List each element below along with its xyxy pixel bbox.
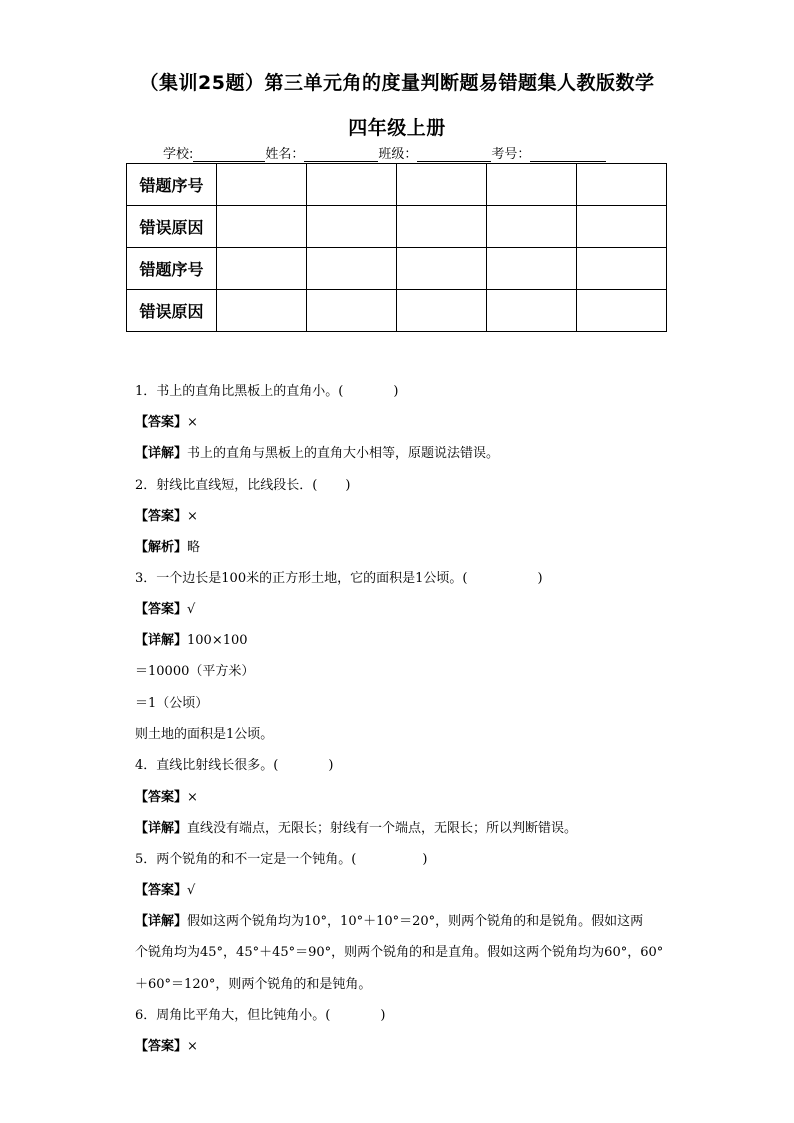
class-blank <box>417 147 491 162</box>
explanation-3-line3: ＝1（公顷） <box>135 696 209 711</box>
document-title-line2: 四年级上册 <box>348 117 446 139</box>
exam-no-label: 考号： <box>491 147 531 162</box>
question-1: 1．书上的直角比黑板上的直角小。( ) <box>135 384 399 399</box>
table-cell <box>217 248 307 290</box>
table-cell <box>577 290 667 332</box>
name-label: 姓名： <box>265 147 305 162</box>
explanation-3-line2: ＝10000（平方米） <box>135 664 255 679</box>
table-cell <box>577 248 667 290</box>
answer-5: 【答案】√ <box>135 883 196 898</box>
question-6: 6．周角比平角大，但比钝角小。( ) <box>135 1008 386 1023</box>
question-3: 3．一个边长是100米的正方形土地，它的面积是1公顷。( ) <box>135 571 543 586</box>
school-label: 学校: <box>163 147 194 162</box>
explanation-5: 【详解】假如这两个锐角均为10°，10°＋10°＝20°，则两个锐角的和是锐角。假如这两 <box>135 914 644 929</box>
school-blank <box>193 147 265 162</box>
explanation-2: 【解析】略 <box>135 540 201 555</box>
table-cell <box>397 290 487 332</box>
table-row <box>127 206 667 248</box>
error-record-table <box>126 163 667 332</box>
answer-4: 【答案】× <box>135 790 198 805</box>
question-2: 2．射线比直线短，比线段长．( ) <box>135 478 351 493</box>
table-row <box>127 248 667 290</box>
class-label: 班级： <box>378 147 418 162</box>
answer-3: 【答案】√ <box>135 602 196 617</box>
table-cell <box>487 164 577 206</box>
explanation-3-line4: 则土地的面积是1公顷。 <box>135 727 274 742</box>
row-label: 错误原因 <box>127 290 217 332</box>
table-row <box>127 164 667 206</box>
explanation-1: 【详解】书上的直角与黑板上的直角大小相等，原题说法错误。 <box>135 446 500 461</box>
table-cell <box>307 290 397 332</box>
answer-6: 【答案】× <box>135 1039 198 1054</box>
table-cell <box>217 290 307 332</box>
table-cell <box>397 248 487 290</box>
table-cell <box>307 164 397 206</box>
exam-no-blank <box>530 147 606 162</box>
question-4: 4．直线比射线长很多。( ) <box>135 758 334 773</box>
table-cell <box>577 164 667 206</box>
table-cell <box>487 290 577 332</box>
answer-1: 【答案】× <box>135 415 198 430</box>
table-cell <box>577 206 667 248</box>
document-title-line1: （集训25题）第三单元角的度量判断题易错题集人教版数学 <box>139 72 655 94</box>
name-blank <box>304 147 378 162</box>
student-info-line <box>163 143 606 162</box>
row-label: 错误原因 <box>127 206 217 248</box>
explanation-5-line3: ＋60°＝120°，则两个锐角的和是钝角。 <box>135 977 372 992</box>
table-cell <box>307 206 397 248</box>
explanation-3: 【详解】100×100 <box>135 633 248 648</box>
table-row <box>127 290 667 332</box>
table-cell <box>487 248 577 290</box>
explanation-5-line2: 个锐角均为45°，45°＋45°＝90°，则两个锐角的和是直角。假如这两个锐角均为60°，60° <box>135 945 664 960</box>
table-cell <box>397 164 487 206</box>
explanation-4: 【详解】直线没有端点，无限长；射线有一个端点，无限长；所以判断错误。 <box>135 821 578 836</box>
answer-2: 【答案】× <box>135 509 198 524</box>
table-cell <box>397 206 487 248</box>
table-cell <box>487 206 577 248</box>
row-label: 错题序号 <box>127 164 217 206</box>
question-5: 5．两个锐角的和不一定是一个钝角。( ) <box>135 852 428 867</box>
table-cell <box>217 164 307 206</box>
table-cell <box>307 248 397 290</box>
row-label: 错题序号 <box>127 248 217 290</box>
table-cell <box>217 206 307 248</box>
